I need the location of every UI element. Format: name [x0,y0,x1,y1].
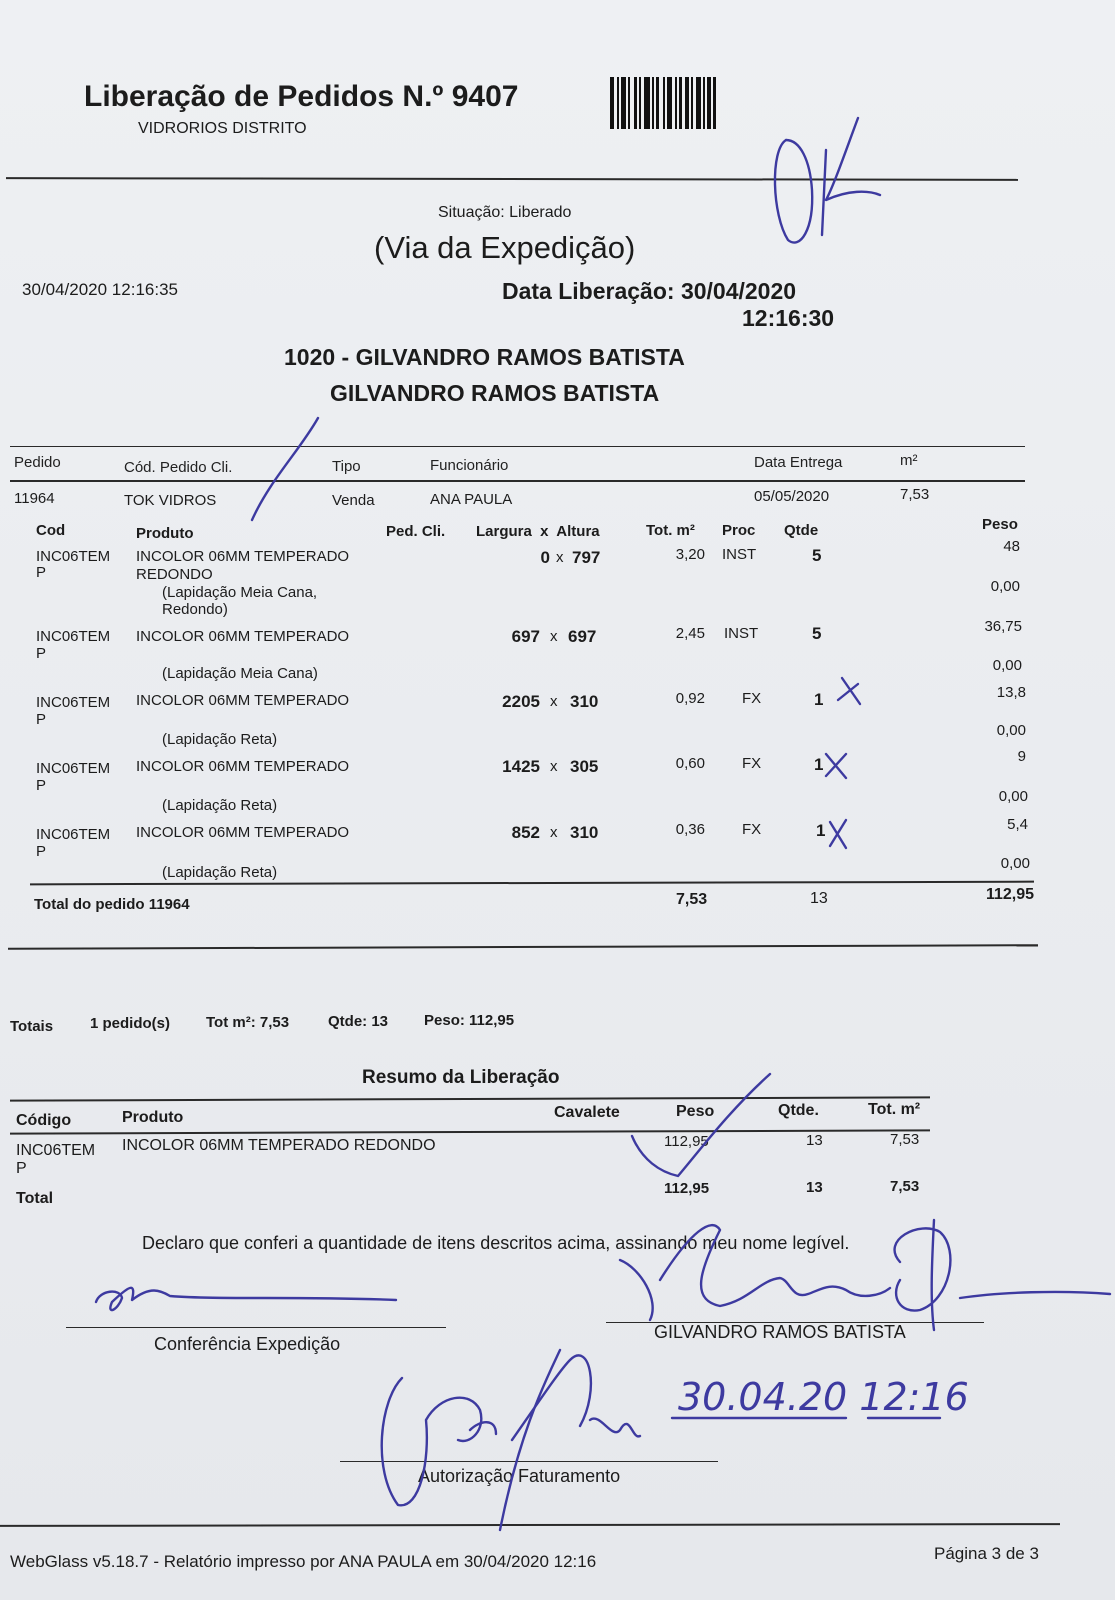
item-cod-cont: P [36,645,47,662]
order-total-m2: 7,53 [676,891,708,908]
resumo-row-codigo-cont: P [16,1160,27,1177]
item-peso-obs: 0,00 [992,657,1022,674]
col-data-entrega: Data Entrega [754,454,843,471]
client-code-name: 1020 - GILVANDRO RAMOS BATISTA [284,344,685,370]
resumo-row-peso: 112,95 [664,1133,709,1150]
totais-qtde: Qtde: 13 [328,1013,389,1030]
resumo-col-tot-m2: Tot. m² [868,1101,921,1118]
resumo-col-codigo: Código [16,1112,72,1129]
order-total-label: Total do pedido 11964 [34,896,190,913]
item-produto: INCOLOR 06MM TEMPERADO [136,548,350,565]
item-cod: INC06TEM [36,694,111,711]
autorizacao-label: Autorização Faturamento [418,1466,621,1486]
item-proc: FX [742,755,762,772]
situacao: Situação: Liberado [438,204,572,221]
resumo-col-cavalete: Cavalete [554,1104,620,1121]
item-peso: 36,75 [984,618,1022,635]
col-cod-pedido-cli: Cód. Pedido Cli. [124,459,233,476]
col-largura-altura: Largura x Altura [476,523,600,540]
item-tot-m2: 0,36 [675,821,705,838]
item-altura: 797 [572,548,601,567]
footer-page: Página 3 de 3 [934,1544,1039,1563]
col-tot-m2: Tot. m² [646,522,695,539]
item-times: x [556,549,564,566]
item-obs: (Lapidação Reta) [162,797,278,814]
declaracao: Declaro que conferi a quantidade de itens descritos acima, assinando meu nome legível. [142,1233,850,1253]
initials-ok-mark [775,140,812,243]
col-pedido: Pedido [14,454,61,471]
item-proc: INST [724,625,759,642]
item-peso: 9 [1017,748,1026,765]
item-altura: 310 [570,823,599,842]
resumo-title: Resumo da Liberação [362,1067,560,1088]
resumo-row-tot-m2: 7,53 [890,1131,920,1148]
item-peso-obs: 0,00 [996,722,1026,739]
item-tot-m2: 0,92 [675,690,705,707]
cliente-signature-label: GILVANDRO RAMOS BATISTA [654,1322,906,1342]
resumo-total-qtde: 13 [806,1179,823,1196]
item-times: x [550,628,558,645]
item-peso-obs: 0,00 [990,578,1020,595]
item-cod-cont: P [36,564,47,581]
check-mark [632,1074,770,1176]
totais-m2: Tot m²: 7,53 [206,1014,290,1031]
item-produto-cont: REDONDO [136,566,213,583]
item-cod-cont: P [36,843,47,860]
check-x-mark [830,820,846,848]
item-obs-cont: Redondo) [162,601,228,618]
resumo-col-qtde: Qtde. [778,1102,819,1119]
totais-peso: Peso: 112,95 [424,1012,515,1029]
item-altura: 310 [570,692,599,711]
item-tot-m2: 3,20 [675,546,705,563]
item-cod: INC06TEM [36,826,111,843]
item-cod: INC06TEM [36,760,111,777]
item-largura: 697 [511,627,540,646]
item-largura: 852 [511,823,540,842]
item-qtde: 1 [814,690,824,709]
cod-pedido-cli-value: TOK VIDROS [124,492,217,509]
check-x-mark [838,678,860,704]
initials-k-mark [822,118,880,235]
data-liberacao: Data Liberação: 30/04/2020 [502,278,797,304]
client-name: GILVANDRO RAMOS BATISTA [330,380,660,406]
item-times: x [550,758,558,775]
cliente-signature [620,1220,950,1330]
item-altura: 697 [568,627,597,646]
resumo-total-tot-m2: 7,53 [890,1178,920,1195]
cliente-signature-tail [960,1292,1110,1298]
item-cod: INC06TEM [36,548,111,565]
item-cod: INC06TEM [36,628,111,645]
resumo-total-label: Total [16,1190,54,1207]
m2-value: 7,53 [900,486,930,503]
conferencia-signature [96,1288,396,1310]
item-qtde: 1 [816,821,826,840]
item-times: x [550,693,558,710]
via-label: (Via da Expedição) [374,230,636,265]
item-proc: FX [742,821,762,838]
item-produto: INCOLOR 06MM TEMPERADO [136,692,350,709]
item-qtde: 5 [812,624,822,643]
item-obs: (Lapidação Reta) [162,864,278,881]
item-peso-obs: 0,00 [1000,855,1030,872]
item-largura: 2205 [502,692,540,711]
col-peso: Peso [982,516,1018,533]
col-proc: Proc [722,522,756,539]
pen-slash-mark [252,418,318,520]
item-tot-m2: 0,60 [675,755,705,772]
item-times: x [550,824,558,841]
resumo-total-peso: 112,95 [664,1180,710,1197]
totais-label: Totais [10,1018,54,1035]
item-obs: (Lapidação Meia Cana, [162,584,318,601]
col-cod: Cod [36,522,66,539]
footer-software: WebGlass v5.18.7 - Relatório impresso por ANA PAULA em 30/04/2020 12:16 [10,1552,597,1571]
item-peso: 48 [1003,538,1020,555]
check-x-mark [826,754,846,778]
col-produto: Produto [136,525,194,542]
item-largura: 1425 [502,757,540,776]
resumo-row-qtde: 13 [806,1132,823,1149]
item-peso-obs: 0,00 [998,788,1028,805]
print-datetime: 30/04/2020 12:16:35 [22,280,178,299]
handwritten-date: 30.04.20 12:16 [678,1375,969,1419]
data-liberacao-time: 12:16:30 [742,305,835,331]
company-name: VIDRORIOS DISTRITO [138,120,307,137]
col-ped-cli: Ped. Cli. [386,523,446,540]
funcionario-value: ANA PAULA [430,491,513,508]
item-produto: INCOLOR 06MM TEMPERADO [136,824,350,841]
item-tot-m2: 2,45 [675,625,705,642]
order-total-peso: 112,95 [985,886,1034,903]
col-m2: m² [900,452,918,469]
resumo-row-produto: INCOLOR 06MM TEMPERADO REDONDO [122,1137,436,1154]
item-obs: (Lapidação Meia Cana) [162,665,318,682]
item-proc: INST [722,546,757,563]
item-largura: 0 [540,548,550,567]
data-entrega-value: 05/05/2020 [754,488,830,505]
item-altura: 305 [570,757,599,776]
col-tipo: Tipo [332,458,361,475]
resumo-col-peso: Peso [676,1103,715,1120]
conferencia-label: Conferência Expedição [154,1334,341,1354]
item-cod-cont: P [36,711,47,728]
tipo-value: Venda [332,492,375,509]
report-title: Liberação de Pedidos N.º 9407 [84,80,519,113]
col-funcionario: Funcionário [430,457,509,474]
item-obs: (Lapidação Reta) [162,731,278,748]
resumo-row-codigo: INC06TEM [16,1142,96,1159]
item-cod-cont: P [36,777,47,794]
item-qtde: 1 [814,755,824,774]
pedido-value: 11964 [14,490,55,507]
item-qtde: 5 [812,546,822,565]
item-proc: FX [742,690,762,707]
order-total-qtde: 13 [810,890,828,907]
item-produto: INCOLOR 06MM TEMPERADO [136,628,350,645]
col-qtde: Qtde [784,522,819,539]
totais-pedidos: 1 pedido(s) [90,1015,171,1032]
item-peso: 5,4 [1007,816,1028,833]
item-produto: INCOLOR 06MM TEMPERADO [136,758,350,775]
item-peso: 13,8 [996,684,1026,701]
resumo-col-produto: Produto [122,1109,184,1126]
autorizacao-signature-stroke [500,1350,560,1530]
